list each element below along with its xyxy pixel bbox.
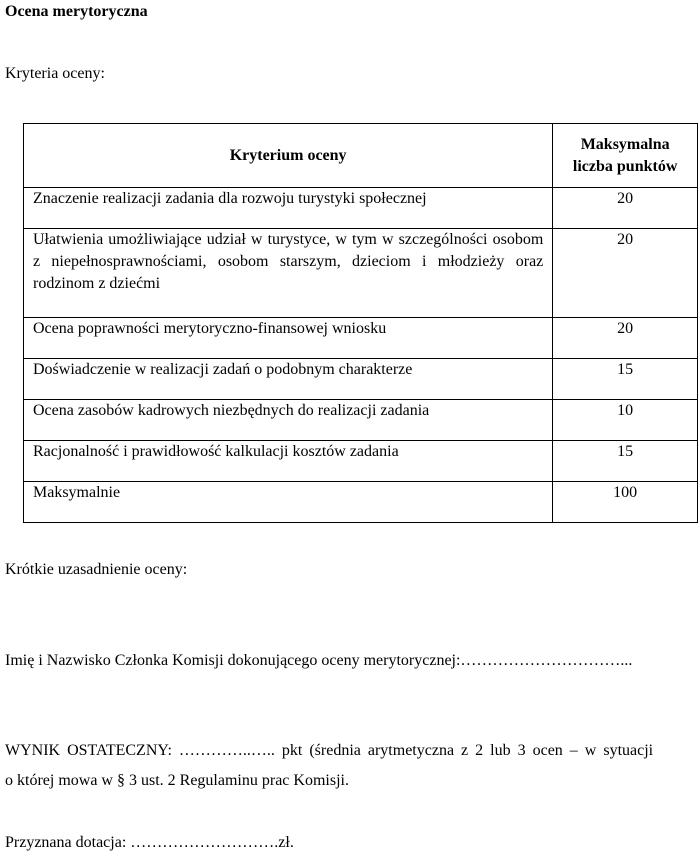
table-header-row xyxy=(24,124,698,188)
criterion-cell: Ocena poprawności merytoryczno-finansowej wniosku xyxy=(24,318,553,359)
points-cell: 15 xyxy=(553,441,698,482)
criteria-label: Kryteria oceny: xyxy=(5,65,105,82)
criteria-table xyxy=(23,123,698,523)
points-cell: 20 xyxy=(553,318,698,359)
points-cell: 10 xyxy=(553,400,698,441)
granted-subsidy-line: Przyznana dotacja: ……………………….zł. xyxy=(5,834,294,851)
points-cell: 15 xyxy=(553,359,698,400)
criterion-cell: Racjonalność i prawidłowość kalkulacji kosztów zadania xyxy=(24,441,553,482)
table-row xyxy=(24,188,698,229)
table-row xyxy=(24,441,698,482)
header-criterion: Kryterium oceny xyxy=(24,124,553,188)
header-max-points-line2: liczba punktów xyxy=(572,157,678,175)
criterion-cell: Ocena zasobów kadrowych niezbędnych do realizacji zadania xyxy=(24,400,553,441)
criterion-cell: Maksymalnie xyxy=(24,482,553,523)
points-cell: 20 xyxy=(553,188,698,229)
points-cell: 100 xyxy=(553,482,698,523)
page-title: Ocena merytoryczna xyxy=(5,3,148,20)
committee-member-line: Imię i Nazwisko Członka Komisji dokonującego oceny merytorycznej:…………………………... xyxy=(5,652,633,669)
criterion-cell: Znaczenie realizacji zadania dla rozwoju turystyki społecznej xyxy=(24,188,553,229)
header-max-points-line1: Maksymalna xyxy=(580,135,670,153)
criterion-cell: Ułatwienia umożliwiające udział w turystyce, w tym w szczególności osobom z niepełnosprawnościami, osobom starszym, dzieciom i młodzieży oraz rodzinom z dziećmi xyxy=(24,229,553,318)
criterion-cell: Doświadczenie w realizacji zadań o podobnym charakterze xyxy=(24,359,553,400)
table-row xyxy=(24,359,698,400)
justification-label: Krótkie uzasadnienie oceny: xyxy=(5,561,188,578)
table-row-total xyxy=(24,482,698,523)
table-row xyxy=(24,318,698,359)
final-result-line-continued: o której mowa w § 3 ust. 2 Regulaminu prac Komisji. xyxy=(5,772,349,789)
header-max-points xyxy=(553,124,698,188)
table-row xyxy=(24,229,698,318)
final-result-line: WYNIK OSTATECZNY: …………..….. pkt (średnia arytmetyczna z 2 lub 3 ocen – w sytuacji xyxy=(5,742,654,759)
points-cell: 20 xyxy=(553,229,698,318)
table-row xyxy=(24,400,698,441)
